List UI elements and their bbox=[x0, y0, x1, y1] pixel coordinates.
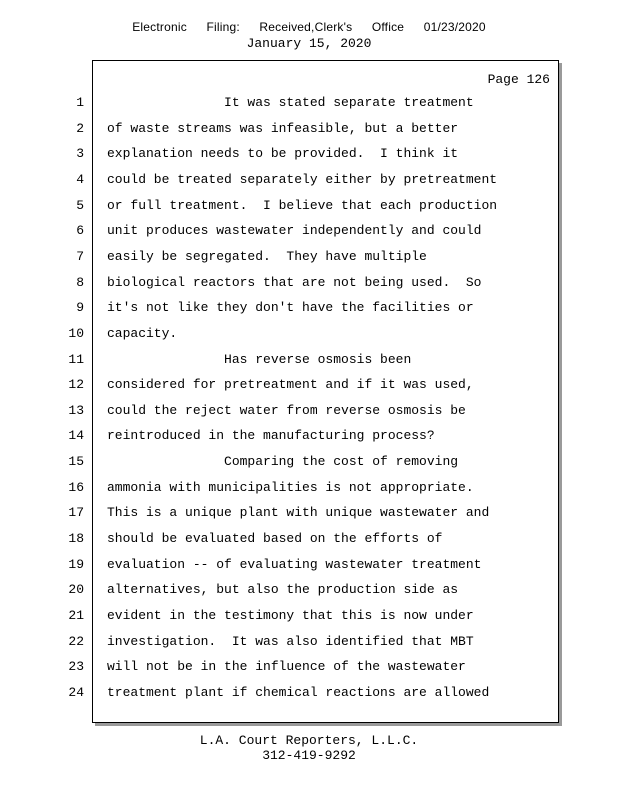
line-text: ammonia with municipalities is not appropriate. bbox=[107, 479, 474, 495]
transcript-line bbox=[0, 454, 618, 479]
line-number: 18 bbox=[68, 531, 84, 547]
transcript-line bbox=[0, 352, 618, 377]
line-text: evaluation -- of evaluating wastewater treatment bbox=[107, 556, 482, 572]
line-text: should be evaluated based on the efforts of bbox=[107, 531, 443, 547]
reporter-phone: 312-419-9292 bbox=[262, 748, 356, 763]
line-text: capacity. bbox=[107, 325, 178, 341]
line-number: 16 bbox=[68, 479, 84, 495]
transcript-line bbox=[0, 146, 618, 171]
transcript-line bbox=[0, 582, 618, 607]
page-number: Page 126 bbox=[487, 72, 550, 87]
transcript-line bbox=[0, 557, 618, 582]
line-number: 10 bbox=[68, 325, 84, 341]
transcript-line bbox=[0, 377, 618, 402]
transcript-line bbox=[0, 505, 618, 530]
line-number: 14 bbox=[68, 428, 84, 444]
line-text: it's not like they don't have the facilities or bbox=[107, 300, 474, 316]
transcript-line bbox=[0, 685, 618, 710]
transcript-line bbox=[0, 531, 618, 556]
transcript-line bbox=[0, 634, 618, 659]
line-number: 1 bbox=[76, 95, 84, 110]
transcript-line bbox=[0, 403, 618, 428]
transcript-date: January 15, 2020 bbox=[246, 36, 372, 51]
line-number: 7 bbox=[76, 248, 84, 264]
transcript-line bbox=[0, 121, 618, 146]
line-number: 13 bbox=[68, 402, 84, 418]
line-number: 8 bbox=[76, 274, 84, 290]
line-text: treatment plant if chemical reactions are allowed bbox=[107, 684, 490, 700]
line-text: alternatives, but also the production side as bbox=[107, 582, 459, 598]
line-number: 12 bbox=[68, 377, 84, 393]
reporter-company: L.A. Court Reporters, L.L.C. bbox=[199, 733, 419, 748]
line-text: Has reverse osmosis been bbox=[107, 351, 412, 367]
line-text: or full treatment. I believe that each production bbox=[107, 197, 498, 213]
line-text: of waste streams was infeasible, but a better bbox=[107, 120, 459, 136]
line-number: 20 bbox=[68, 582, 84, 598]
footer bbox=[0, 733, 618, 763]
line-text: reintroduced in the manufacturing process? bbox=[107, 428, 435, 444]
line-number: 22 bbox=[68, 633, 84, 649]
line-number: 5 bbox=[76, 197, 84, 213]
stamp-date: 01/23/2020 bbox=[423, 20, 486, 34]
line-number: 11 bbox=[68, 351, 84, 367]
line-text: biological reactors that are not being used. So bbox=[107, 274, 482, 290]
line-text: could the reject water from reverse osmosis be bbox=[107, 402, 466, 418]
line-text: could be treated separately either by pretreatment bbox=[107, 171, 498, 187]
line-text: evident in the testimony that this is now under bbox=[107, 608, 474, 623]
line-text: easily be segregated. They have multiple bbox=[107, 248, 427, 264]
line-text: This is a unique plant with unique wastewater and bbox=[107, 505, 490, 521]
transcript-line bbox=[0, 659, 618, 684]
line-text: considered for pretreatment and if it was used, bbox=[107, 377, 474, 393]
line-text: It was stated separate treatment bbox=[107, 95, 474, 110]
transcript-line bbox=[0, 249, 618, 274]
stamp-word-filing: Filing: bbox=[206, 20, 240, 34]
line-number: 6 bbox=[76, 223, 84, 239]
line-text: explanation needs to be provided. I think it bbox=[107, 146, 459, 162]
transcript-line bbox=[0, 223, 618, 248]
transcript-line bbox=[0, 198, 618, 223]
line-number: 2 bbox=[76, 120, 84, 136]
line-number: 9 bbox=[76, 300, 84, 316]
transcript-line bbox=[0, 172, 618, 197]
line-text: unit produces wastewater independently and could bbox=[107, 223, 482, 239]
transcript-line bbox=[0, 300, 618, 325]
transcript-line bbox=[0, 480, 618, 505]
stamp-word-electronic: Electronic bbox=[132, 20, 187, 34]
line-number: 3 bbox=[76, 146, 84, 162]
line-text: Comparing the cost of removing bbox=[107, 454, 459, 470]
line-number: 23 bbox=[68, 659, 84, 675]
transcript-line bbox=[0, 275, 618, 300]
stamp-word-office: Office bbox=[371, 20, 405, 34]
line-text: investigation. It was also identified that MBT bbox=[107, 633, 474, 649]
line-number: 4 bbox=[76, 171, 84, 187]
transcript-line bbox=[0, 326, 618, 351]
line-text: will not be in the influence of the wastewater bbox=[107, 659, 466, 675]
transcript-line bbox=[0, 608, 618, 633]
line-number: 21 bbox=[68, 608, 84, 623]
transcript-line bbox=[0, 428, 618, 453]
filing-stamp bbox=[0, 20, 618, 34]
line-number: 19 bbox=[68, 556, 84, 572]
line-number: 17 bbox=[68, 505, 84, 521]
stamp-word-received: Received,Clerk's bbox=[259, 20, 353, 34]
line-number: 24 bbox=[68, 684, 84, 700]
transcript-line bbox=[0, 95, 618, 120]
line-number: 15 bbox=[68, 454, 84, 470]
